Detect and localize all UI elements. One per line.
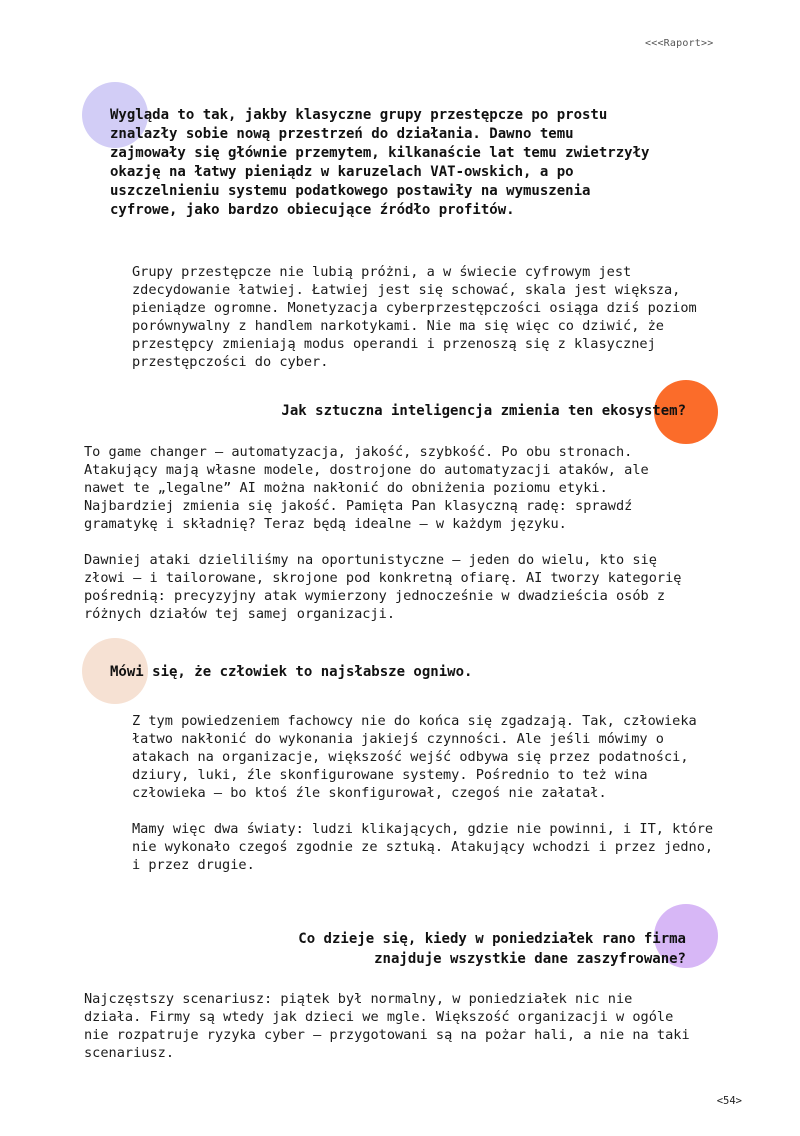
section1-body: Grupy przestępcze nie lubią próżni, a w świecie cyfrowym jest zdecydowanie łatwiej. Łatwiej jest się schować, skala jest większa, pieniądze ogromne. Monetyzacja cyberprzestępczości osiąga dziś poziom porównywalny z handlem narkotykami. Nie ma się więc co dziwić, że przestępcy zmieniają modus operandi i przenoszą się z klasycznej przestępczości do cyber. [132,264,697,370]
section4-heading-line-1: Co dzieje się, kiedy w poniedziałek rano firma [298,931,686,947]
intro-paragraph: Wygląda to tak, jakby klasyczne grupy przestępcze po prostu znalazły sobie nową przestrzeń do działania. Dawno temu zajmowały się głównie przemytem, kilkanaście lat temu zwietrzyły okazję na łatwy pieniądz w karuzelach VAT-owskich, a po uszczelnieniu systemu podatkowego postawiły na wymuszenia cyfrowe, jako bardzo obiecujące źródło profitów. [110,107,650,218]
section2-heading: Jak sztuczna inteligencja zmienia ten ekosystem? [281,403,686,419]
report-header-tag: <<<Raport>> [645,38,714,49]
section4-heading [166,929,686,969]
section2-paragraph-1: To game changer — automatyzacja, jakość, szybkość. Po obu stronach. Atakujący mają własne modele, dostrojone do automatyzacji ataków, ale nawet te „legalne” AI można nakłonić do obniżenia poziomu etyki. Najbardziej zmienia się jakość. Pamięta Pan klasyczną radę: sprawdź gramatykę i składnię? Teraz będą idealne — w każdym języku. [84,444,649,532]
page-number: <54> [716,1095,742,1107]
section3-paragraph-2: Mamy więc dwa światy: ludzi klikających, gdzie nie powinni, i IT, które nie wykonało czegoś zgodnie ze sztuką. Atakujący wchodzi i przez jedno, i przez drugie. [132,821,714,873]
section3-body [132,712,717,892]
section3-paragraph-1: Z tym powiedzeniem fachowcy nie do końca się zgadzają. Tak, człowieka łatwo nakłonić do wykonania jakiejś czynności. Ale jeśli mówimy o atakach na organizacje, większość wejść odbywa się przez podatności, dziury, luki, źle skonfigurowane systemy. Pośrednio to też wina człowieka — bo ktoś źle skonfigurował, czegoś nie załatał. [132,713,697,801]
section2-paragraph-2: Dawniej ataki dzieliliśmy na oportunistyczne — jeden do wielu, kto się złowi — i tailorowane, skrojone pod konkretną ofiarę. AI tworzy kategorię pośrednią: precyzyjny atak wymierzony jednocześnie w dwadzieścia osób z różnych działów tej samej organizacji. [84,552,682,622]
section2-body [84,443,694,641]
section4-body: Najczęstszy scenariusz: piątek był normalny, w poniedziałek nic nie działa. Firmy są wtedy jak dzieci we mgle. Większość organizacji w ogóle nie rozpatruje ryzyka cyber — przygotowani są na pożar hali, a nie na taki scenariusz. [84,991,690,1061]
section3-heading: Mówi się, że człowiek to najsłabsze ogniwo. [110,664,473,680]
section4-heading-line-2: znajduje wszystkie dane zaszyfrowane? [374,951,686,967]
